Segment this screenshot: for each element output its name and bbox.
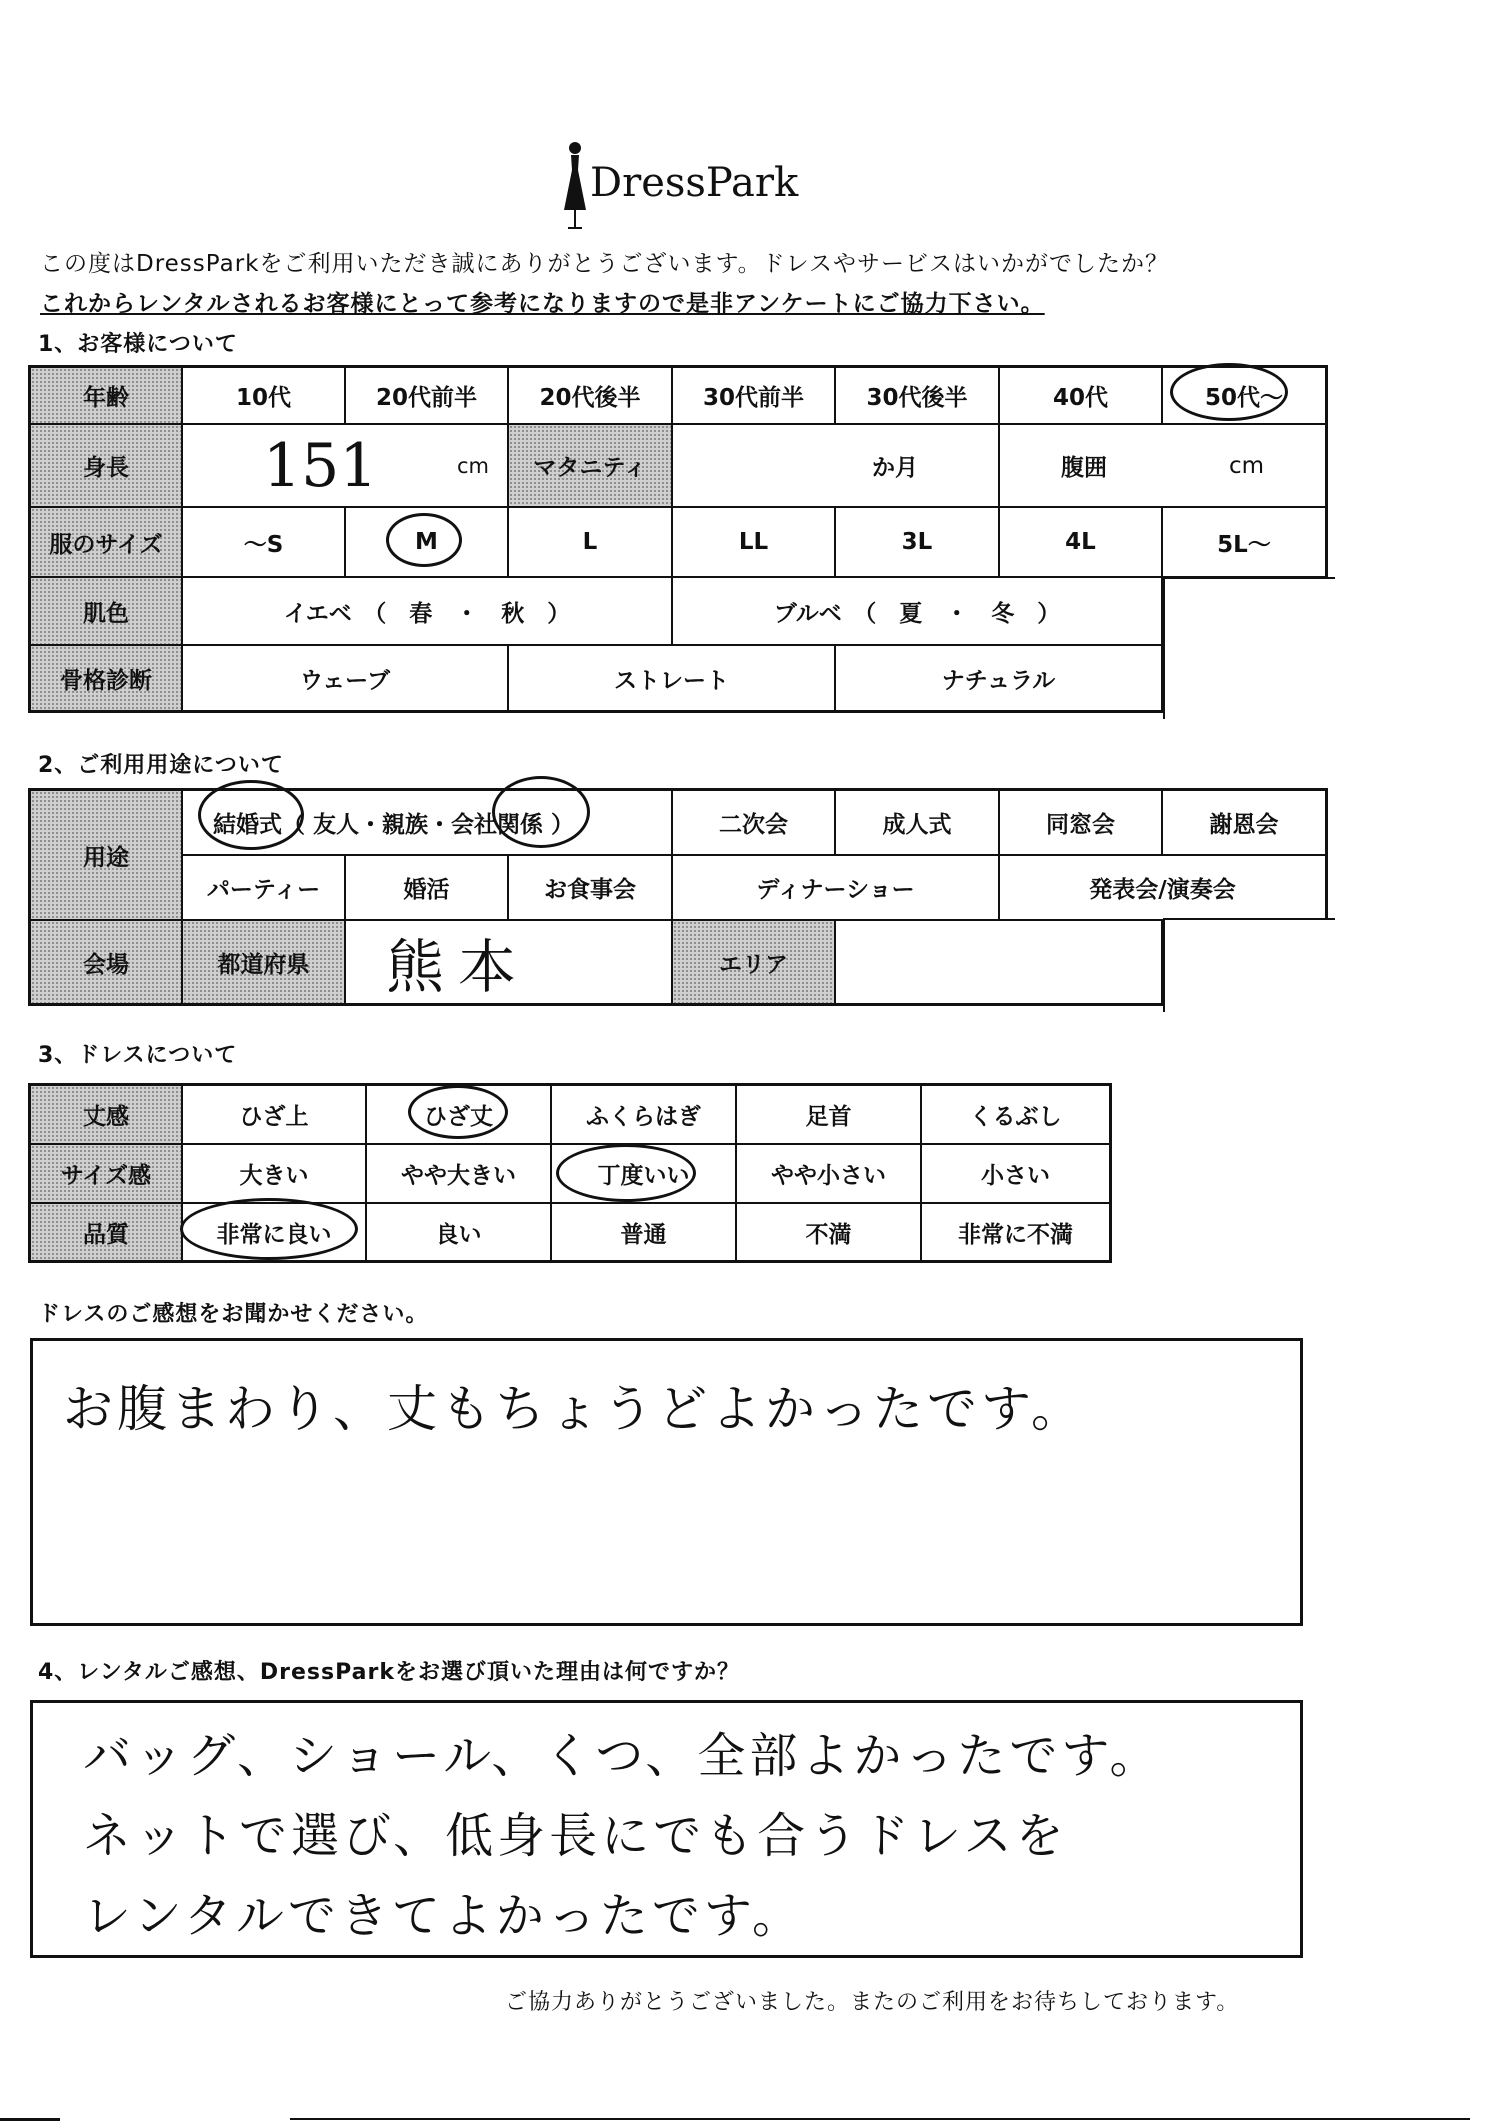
prefecture-field[interactable] [346,921,673,1003]
maternity-months-field[interactable] [673,425,1000,508]
size-option[interactable]: 4L [1000,508,1163,578]
skin-warm-option[interactable]: イエベ （ 春 ・ 秋 ） [183,578,673,646]
row-label: 丈感 [31,1086,183,1145]
impressions-label: ドレスのご感想をお聞かせください。 [38,1302,429,1327]
row-label: サイズ感 [31,1145,183,1204]
purpose-option[interactable]: 成人式 [836,791,1000,856]
dress-option[interactable]: ひざ上 [183,1086,367,1145]
intro-text: この度はDressParkをご利用いただき誠にありがとうございます。ドレスやサービスはいかがでしたか？ [40,251,1169,277]
area-field[interactable] [836,921,1163,1003]
prefecture-value: 熊本 [386,933,531,1001]
purpose-option[interactable]: 発表会/演奏会 [1000,856,1325,921]
selection-circle [492,776,590,848]
height-value: 151 [263,430,378,501]
blank-cell [1163,918,1335,1012]
height-field[interactable] [183,425,509,508]
dress-option-selected[interactable]: 非常に良い [183,1204,367,1260]
reason-line: レンタルできてよかったです。 [83,1888,805,1944]
row-label: 品質 [31,1204,183,1260]
selection-circle [180,1198,358,1260]
selection-circle [386,513,462,567]
height-unit: cm [456,453,489,478]
age-option[interactable]: 30代前半 [673,368,836,425]
dress-option[interactable]: 非常に不満 [958,1221,1073,1248]
selection-circle [1170,363,1288,421]
purpose-option[interactable]: 婚活 [346,856,509,921]
section3-title: 3、ドレスについて [38,1043,238,1068]
intro-bold-text: これからレンタルされるお客様にとって参考になりますので是非アンケートにご協力下さい。 [40,291,1045,317]
waist-field[interactable] [1000,425,1325,508]
dress-option[interactable]: 大きい [183,1145,367,1204]
reason-line: ネットで選び、低身長にでも合うドレスを [83,1808,1068,1864]
frame-option[interactable]: ナチュラル [836,646,1163,710]
dress-option-selected[interactable]: 丁度いい [552,1145,737,1204]
wedding-detail: （ 友人・親族・会社関係 ） [282,812,575,838]
purpose-label: 用途 [31,791,183,921]
age-option[interactable]: 30代後半 [836,368,1000,425]
scan-edge-mark [290,2118,1470,2120]
dress-option[interactable]: 足首 [737,1086,922,1145]
dress-option[interactable]: やや大きい [367,1145,552,1204]
impressions-text: お腹まわり、丈もちょうどよかったです。 [63,1380,1085,1438]
purpose-option[interactable]: 謝恩会 [1163,791,1325,856]
size-option[interactable]: LL [673,508,836,578]
reason-line: バッグ、ショール、くつ、全部よかったです。 [83,1728,1162,1784]
dress-option[interactable]: 不満 [737,1204,922,1260]
skin-label: 肌色 [31,578,183,646]
purpose-option[interactable]: 同窓会 [1000,791,1163,856]
age-option[interactable]: 20代後半 [509,368,673,425]
dress-option-selected[interactable]: ひざ丈 [367,1086,552,1145]
waist-label: 腹囲 [1060,455,1107,481]
purpose-option[interactable]: パーティー [183,856,346,921]
section1-title: 1、お客様について [38,332,238,357]
age-option[interactable]: 10代 [183,368,346,425]
size-option[interactable]: 3L [836,508,1000,578]
waist-unit: cm [1228,452,1265,479]
section4-title: 4、レンタルご感想、DressParkをお選び頂いた理由は何ですか？ [38,1660,740,1685]
dress-silhouette-icon [560,140,590,230]
thanks-text: ご協力ありがとうございました。またのご利用をお待ちしております。 [505,1990,1240,2015]
impressions-textarea[interactable] [30,1338,1303,1626]
scan-edge-mark [0,2118,60,2121]
selection-circle [556,1144,696,1202]
dress-option[interactable]: やや小さい [737,1145,922,1204]
area-label: エリア [673,921,836,1003]
age-option[interactable]: 40代 [1000,368,1163,425]
purpose-option[interactable]: お食事会 [509,856,673,921]
purpose-option[interactable]: 二次会 [673,791,836,856]
dress-option[interactable]: 普通 [552,1204,737,1260]
wedding-label: 結婚式 [213,812,282,838]
size-option[interactable]: ～S [183,508,346,578]
selection-circle [198,780,304,850]
reason-textarea[interactable] [30,1700,1303,1958]
dress-option[interactable]: 小さい [922,1145,1109,1204]
dress-option[interactable]: 良い [367,1204,552,1260]
age-option[interactable]: 20代前半 [346,368,509,425]
size-option[interactable]: L [509,508,673,578]
height-label: 身長 [31,425,183,508]
frame-option[interactable]: ストレート [509,646,836,710]
customer-table [28,365,1328,713]
venue-label: 会場 [31,921,183,1003]
maternity-label: マタニティ [509,425,673,508]
size-option-selected[interactable]: M [346,508,509,578]
section2-title: 2、ご利用用途について [38,753,284,778]
brand-logo-text: DressPark [590,160,799,206]
purpose-option[interactable]: ディナーショー [673,856,1000,921]
months-unit: か月 [872,455,918,481]
size-option[interactable]: 5L～ [1163,508,1325,578]
blank-cell [1163,577,1335,719]
age-option-selected[interactable]: 50代～ [1163,368,1325,425]
skin-cool-option[interactable]: ブルベ （ 夏 ・ 冬 ） [673,578,1163,646]
dress-option[interactable]: ふくらはぎ [552,1086,737,1145]
frame-label: 骨格診断 [31,646,183,710]
dress-option[interactable]: くるぶし [922,1086,1109,1145]
selection-circle [408,1085,508,1139]
size-label: 服のサイズ [31,508,183,578]
frame-option[interactable]: ウェーブ [183,646,509,710]
age-label: 年齢 [31,368,183,425]
prefecture-label: 都道府県 [183,921,346,1003]
